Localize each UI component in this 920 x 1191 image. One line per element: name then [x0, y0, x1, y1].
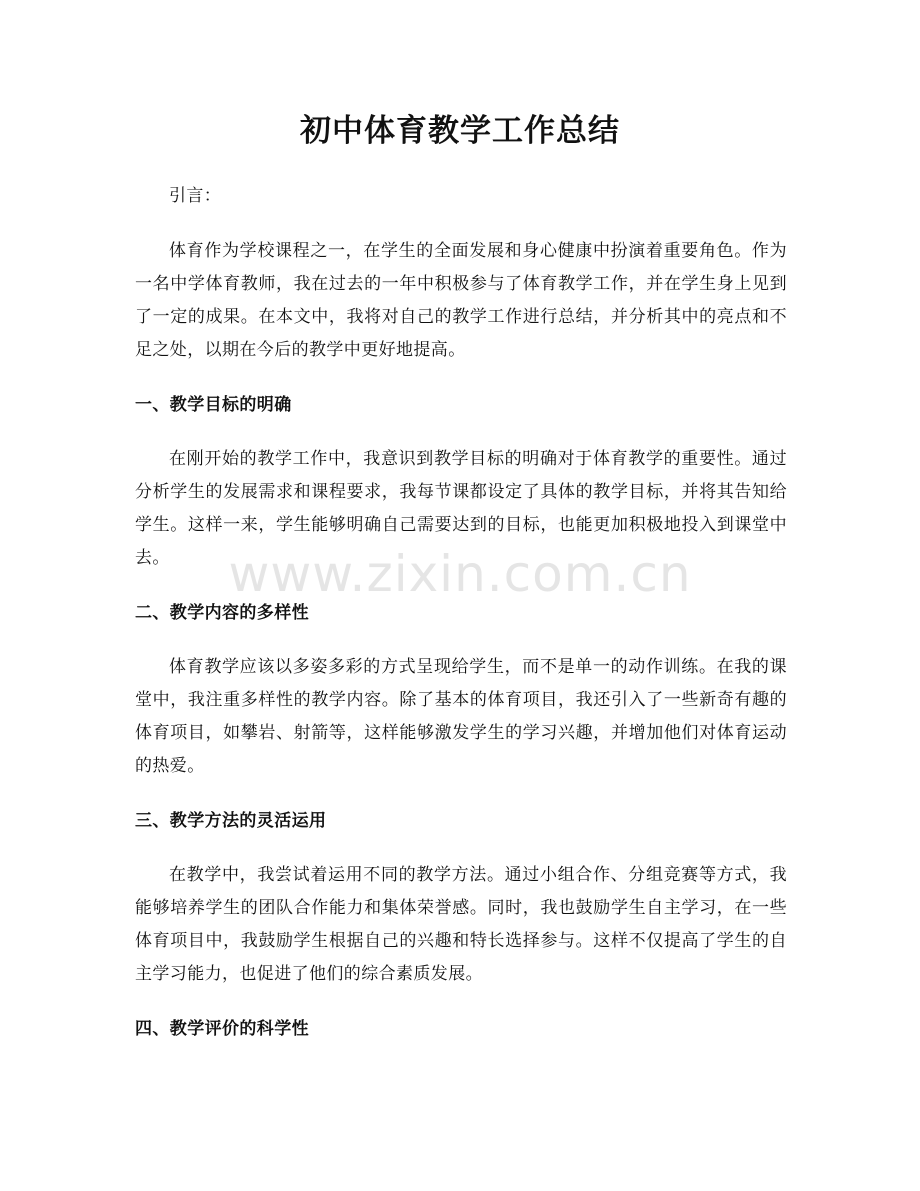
section-3 — [135, 804, 787, 991]
intro-label: 引言： — [169, 186, 222, 206]
section-4 — [135, 1012, 787, 1046]
section-heading: 二、教学内容的多样性 — [135, 603, 309, 623]
section-heading: 三、教学方法的灵活运用 — [135, 811, 327, 831]
document-body — [135, 180, 787, 1067]
section-paragraph: 在刚开始的教学工作中，我意识到教学目标的明确对于体育教学的重要性。通过分析学生的发展需求和课程要求，我每节课都设定了具体的教学目标，并将其告知给学生。这样一来，学生能够明确自己需要达到的目标，也能更加积极地投入到课堂中去。 — [135, 449, 787, 568]
section-heading: 四、教学评价的科学性 — [135, 1019, 309, 1039]
watermark: www.zixin.com.cn — [228, 545, 692, 603]
section-heading: 一、教学目标的明确 — [135, 395, 292, 415]
intro-paragraph: 体育作为学校课程之一，在学生的全面发展和身心健康中扮演着重要角色。作为一名中学体育教师，我在过去的一年中积极参与了体育教学工作，并在学生身上见到了一定的成果。在本文中，我将对自己的教学工作进行总结，并分析其中的亮点和不足之处，以期在今后的教学中更好地提高。 — [135, 241, 787, 360]
section-paragraph: 体育教学应该以多姿多彩的方式呈现给学生，而不是单一的动作训练。在我的课堂中，我注重多样性的教学内容。除了基本的体育项目，我还引入了一些新奇有趣的体育项目，如攀岩、射箭等，这样能够激发学生的学习兴趣，并增加他们对体育运动的热爱。 — [135, 657, 787, 776]
section-2 — [135, 596, 787, 783]
section-1 — [135, 388, 787, 575]
document-title: 初中体育教学工作总结 — [300, 113, 620, 149]
section-paragraph: 在教学中，我尝试着运用不同的教学方法。通过小组合作、分组竞赛等方式，我能够培养学生的团队合作能力和集体荣誉感。同时，我也鼓励学生自主学习，在一些体育项目中，我鼓励学生根据自己的兴趣和特长选择参与。这样不仅提高了学生的自主学习能力，也促进了他们的综合素质发展。 — [135, 865, 787, 984]
